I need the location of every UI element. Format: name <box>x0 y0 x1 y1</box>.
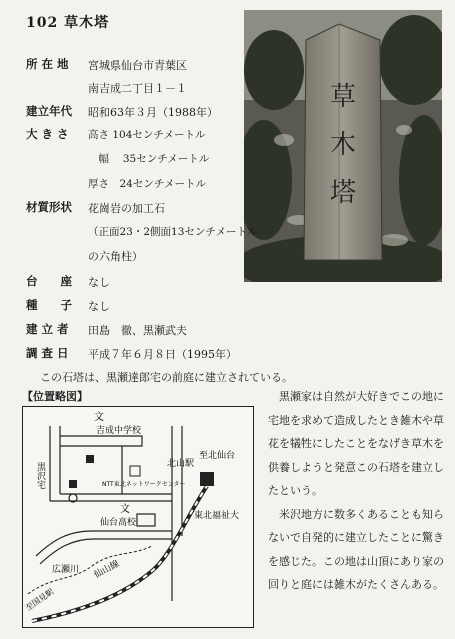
stone-char-2: 木 <box>329 130 357 160</box>
intro-text: この石塔は、黒瀬達郎宅の前庭に建立されている。 <box>40 371 293 384</box>
location-map <box>22 406 254 628</box>
story-paragraph-2: 米沢地方に数多くあることも知らないで自発的に建立したことに驚きを感じた。この地は山頂にあり家の回りと庭には雑木がたくさんある。 <box>268 507 444 591</box>
story-text <box>268 385 444 597</box>
label-material: 材質形状 <box>26 200 72 214</box>
map-label-kitayama: 北山駅 <box>167 459 195 469</box>
map-label-school-mark-2: 文 <box>120 504 130 515</box>
value-material-3: の六角柱） <box>88 250 143 263</box>
map-label-to-yamagata: 至国見駅 <box>23 586 56 613</box>
house-marker <box>69 480 77 488</box>
page-title: 102 草木塔 <box>26 15 110 31</box>
map-label-school-mark-1: 文 <box>94 412 104 423</box>
station-marker <box>200 472 214 486</box>
map-label-kurose: 黒沢宅 <box>35 462 45 489</box>
stone-char-1: 草 <box>329 82 357 112</box>
value-width: 幅 35センチメートル <box>88 153 210 165</box>
value-pedestal: なし <box>88 276 110 289</box>
map-label-school-1: 吉成中学校 <box>96 426 142 436</box>
value-material-2: （正面23・2側面13センチメートル <box>88 226 258 238</box>
label-pedestal: 台 座 <box>26 274 72 288</box>
value-height: 高さ 104センチメートル <box>88 129 206 141</box>
value-builder: 田島 徹、黒瀬武夫 <box>88 324 187 337</box>
map-label-school-2: 仙台高校 <box>100 518 137 528</box>
map-label-river: 広瀬川 <box>52 565 80 575</box>
label-size: 大 き さ <box>26 127 69 141</box>
map-label-line: 仙山線 <box>92 559 122 581</box>
value-material-1: 花崗岩の加工石 <box>88 202 165 215</box>
value-seed: なし <box>88 300 110 313</box>
label-location: 所 在 地 <box>26 57 69 71</box>
map-label-tohoku-fukushi: 東北福祉大 <box>194 511 240 521</box>
label-seed: 種 子 <box>26 298 72 312</box>
map-heading: 【位置略図】 <box>22 390 88 403</box>
label-survey-date: 調 査 日 <box>26 346 69 360</box>
value-era: 昭和63年３月（1988年） <box>88 106 218 119</box>
stone-char-3: 塔 <box>329 178 357 208</box>
value-location-2: 南吉成二丁目１－１ <box>88 82 187 95</box>
map-label-ntt: NTT東北ネットワークセンター <box>102 481 186 488</box>
value-survey-date: 平成７年６月８日（1995年） <box>88 348 237 361</box>
value-location-1: 宮城県仙台市青葉区 <box>88 59 187 72</box>
label-builder: 建 立 者 <box>26 322 69 336</box>
label-era: 建立年代 <box>26 104 72 118</box>
story-paragraph-1: 黒瀬家は自然が大好きでこの地に宅地を求めて造成したとき雑木や草花を犠牲にしたことをなげき草木を供養しようと発意この石塔を建立したという。 <box>268 390 444 497</box>
tower-photo <box>244 10 442 282</box>
map-label-to-kitasendai: 至北仙台 <box>199 451 236 461</box>
value-depth: 厚さ 24センチメートル <box>88 178 206 190</box>
